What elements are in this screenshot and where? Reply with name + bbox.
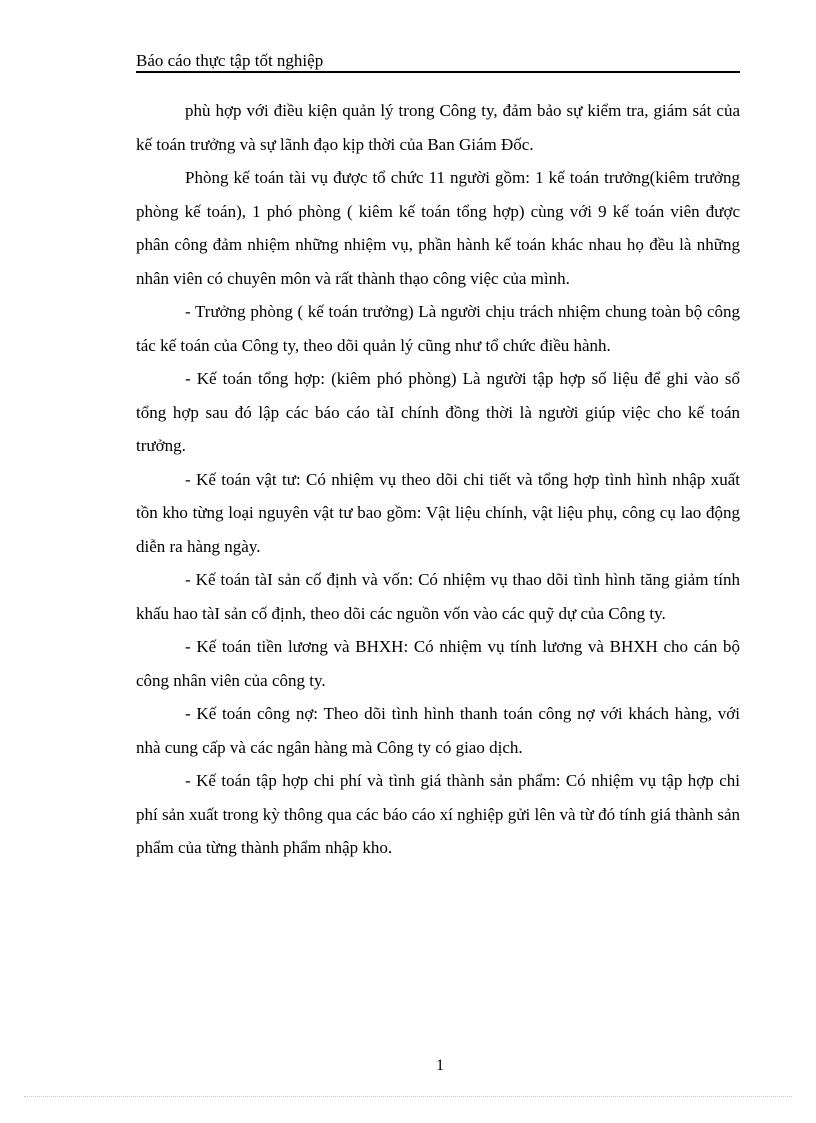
- page-header-title: Báo cáo thực tập tốt nghiệp: [136, 51, 324, 70]
- header-divider: [136, 71, 740, 73]
- paragraph-2: Phòng kế toán tài vụ được tổ chức 11 người gồm: 1 kế toán trưởng(kiêm trưởng phòng kế toán), 1 phó phòng ( kiêm kế toán tổng hợp) cùng với 9 kế toán viên được phân công đảm nhiệm những nhiệm vụ, phần hành kế toán khác nhau họ đều là những nhân viên có chuyên môn và rất thành thạo công việc của mình.: [136, 168, 740, 288]
- paragraph-1: phù hợp với điều kiện quản lý trong Công ty, đảm bảo sự kiểm tra, giám sát của kế toán trưởng và sự lãnh đạo kịp thời của Ban Giám Đốc.: [136, 101, 740, 154]
- paragraph-6: - Kế toán tàI sản cố định và vốn: Có nhiệm vụ thao dõi tình hình tăng giảm tính khấu hao tàI sản cố định, theo dõi các nguồn vốn vào các quỹ dự của Công ty.: [136, 570, 740, 623]
- paragraph-9: - Kế toán tập hợp chi phí và tình giá thành sản phẩm: Có nhiệm vụ tập hợp chi phí sản xuất trong kỳ thông qua các báo cáo xí nghiệp gửi lên và từ đó tính giá thành sản phẩm của từng thành phẩm nhập kho.: [136, 771, 740, 857]
- paragraph-8: - Kế toán công nợ: Theo dõi tình hình thanh toán công nợ với khách hàng, với nhà cung cấp và các ngân hàng mà Công ty có giao dịch.: [136, 704, 740, 757]
- paragraph-5: - Kế toán vật tư: Có nhiệm vụ theo dõi chi tiết và tổng hợp tình hình nhập xuất tồn kho từng loại nguyên vật tư bao gồm: Vật liệu chính, vật liệu phụ, công cụ lao động diễn ra hàng ngày.: [136, 469, 740, 556]
- document-body: [136, 94, 740, 865]
- page-number: 1: [436, 1057, 444, 1074]
- paragraph-7: - Kế toán tiền lương và BHXH: Có nhiệm vụ tính lương và BHXH cho cán bộ công nhân viên của công ty.: [136, 637, 740, 690]
- paragraph-4: - Kế toán tổng hợp: (kiêm phó phòng) Là người tập hợp số liệu để ghi vào sổ tổng hợp sau đó lập các báo cáo tàI chính đồng thời là người giúp việc cho kế toán trưởng.: [136, 369, 740, 455]
- paragraph-3: - Trưởng phòng ( kế toán trưởng) Là người chịu trách nhiệm chung toàn bộ công tác kế toán của Công ty, theo dõi quản lý cũng như tổ chức điều hành.: [136, 302, 740, 355]
- footer-divider: [24, 1096, 792, 1097]
